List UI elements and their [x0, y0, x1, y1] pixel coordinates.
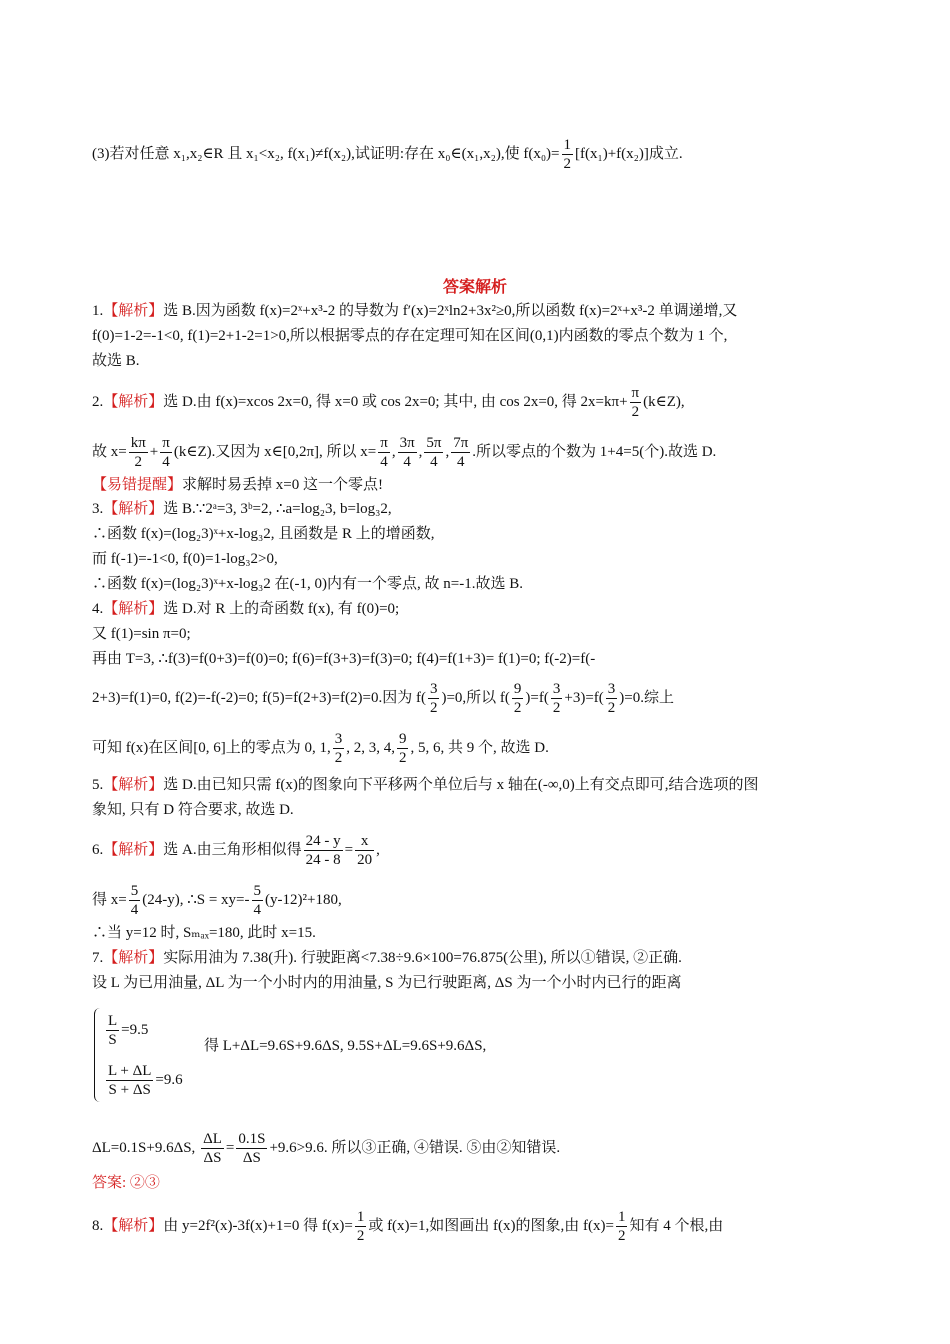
fraction: $\frac{5}{4}$ — [130, 883, 139, 918]
answer-8-line-1: 8.【解析】由 y=2f²(x)-3f(x)+1=0 得 f(x)= $\frac{1}{2}$ 或 f(x)=1,如图画出 f(x)的图象,由 f(x)= $\frac{1}{2}$ 知有 4 个根,由 — [92, 1209, 724, 1244]
answer-6-line-1: 6.【解析】选 A.由三角形相似得 $\frac{24 - y}{24 - 8}$ = $\frac{x}{20}$ , — [92, 833, 380, 868]
answer-5-line-1: 5.【解析】选 D.由已知只需 f(x)的图象向下平移两个单位后与 x 轴在(-∞,0)上有交点即可,结合选项的图 — [92, 777, 759, 793]
analysis-tag: 【解析】 — [103, 950, 164, 966]
fraction: $\frac{L}{S}$ — [108, 1013, 118, 1048]
analysis-tag: 【解析】 — [103, 1217, 164, 1234]
analysis-tag: 【解析】 — [103, 777, 164, 793]
answer-heading: 答案解析 — [442, 277, 507, 296]
equation-system-brace — [94, 1008, 103, 1102]
fraction: $\frac{3}{2}$ — [334, 731, 343, 766]
fraction: $\frac{5}{4}$ — [253, 883, 262, 918]
fraction: $\frac{k\pi}{2}$ — [130, 435, 146, 470]
q3-tail: [f(x₁)+f(x₂)]成立. — [575, 145, 683, 162]
answer-7-line-3: ΔL=0.1S+9.6ΔS, $\frac{\Delta L}{\Delta S}$ = $\frac{0.1S}{\Delta S}$ +9.6>9.6. 所以③正确, ④错误. ⑤由②知错误. — [92, 1131, 561, 1166]
fraction: $\frac{\pi}{4}$ — [162, 435, 170, 470]
answer-7-line-2: 设 L 为已用油量, ΔL 为一个小时内的用油量, S 为已行驶距离, ΔS 为一个小时内已行的距离 — [92, 975, 682, 991]
answer-2-line-2: 故 x= $\frac{k\pi}{2}$ + $\frac{\pi}{4}$ (k∈Z).又因为 x∈[0,2π], 所以 x= $\frac{\pi}{4}$ , $\frac{3\pi}{4}$ , $\frac{5\pi}{4}$ , $\frac{7\pi}{4}$ .所以零点的个数为 1+4=5(个).故选 D. — [92, 435, 717, 470]
answer-4-line-3: 再由 T=3, ∴f(3)=f(0+3)=f(0)=0; f(6)=f(3+3)=f(3)=0; f(4)=f(1+3)= f(1)=0; f(-2)=f(- — [92, 651, 596, 667]
fraction: $\frac{x}{20}$ — [357, 833, 373, 868]
answer-7-line-1: 7.【解析】实际用油为 7.38(升). 行驶距离<7.38÷9.6×100=76.875(公里), 所以①错误, ②正确. — [92, 950, 682, 966]
answer-3-line-2: ∴函数 f(x)=(log₂3)ˣ+x-log₃2, 且函数是 R 上的增函数, — [92, 526, 435, 542]
fraction: $\frac{3}{2}$ — [607, 681, 616, 716]
system-equation-1: $\frac{L}{S}$ =9.5 — [108, 1013, 149, 1048]
system-equation-2: $\frac{L + \Delta L}{S + \Delta S}$ =9.6 — [108, 1063, 183, 1098]
fraction: $\frac{L + \Delta L}{S + \Delta S}$ — [108, 1063, 152, 1098]
answer-1-line-3: 故选 B. — [92, 353, 140, 369]
answer-3-line-1: 3.【解析】选 B.∵2ᵃ=3, 3ᵇ=2, ∴a=log₂3, b=log₃2, — [92, 501, 392, 517]
fraction: $\frac{9}{2}$ — [513, 681, 522, 716]
answer-7-result: 答案: ②③ — [92, 1175, 160, 1191]
fraction: $\frac{\Delta L}{\Delta S}$ — [203, 1131, 222, 1166]
system-result: 得 L+ΔL=9.6S+9.6ΔS, 9.5S+ΔL=9.6S+9.6ΔS, — [204, 1038, 487, 1054]
mistake-reminder: 【易错提醒】求解时易丢掉 x=0 这一个零点! — [92, 477, 383, 493]
answer-4-line-5: 可知 f(x)在区间[0, 6]上的零点为 0, 1, $\frac{3}{2}$ , 2, 3, 4, $\frac{9}{2}$ , 5, 6, 共 9 个, 故选 D. — [92, 731, 549, 766]
answer-6-line-3: ∴当 y=12 时, Sₘₐₓ=180, 此时 x=15. — [92, 925, 316, 941]
fraction: $\frac{3}{2}$ — [552, 681, 561, 716]
fraction: $\frac{\pi}{4}$ — [380, 435, 388, 470]
answer-4-line-4: 2+3)=f(1)=0, f(2)=-f(-2)=0; f(5)=f(2+3)=f(2)=0.因为 f( $\frac{3}{2}$ )=0,所以 f( $\frac{9}{2}$ )=f( $\frac{3}{2}$ +3)=f( $\frac{3}{2}$ )=0.综上 — [92, 681, 674, 716]
answer-1-line-2: f(0)=1-2=-1<0, f(1)=2+1-2=1>0,所以根据零点的存在定理可知在区间(0,1)内函数的零点个数为 1 个, — [92, 328, 728, 344]
analysis-tag: 【解析】 — [103, 601, 164, 617]
answer-3-line-3: 而 f(-1)=-1<0, f(0)=1-log₃2>0, — [92, 551, 278, 567]
answer-6-line-2: 得 x= $\frac{5}{4}$ (24-y), ∴S = xy=- $\frac{5}{4}$ (y-12)²+180, — [92, 883, 342, 918]
fraction: $\frac{1}{2}$ — [356, 1209, 365, 1244]
fraction: $\frac{7\pi}{4}$ — [453, 435, 469, 470]
answer-4-line-1: 4.【解析】选 D.对 R 上的奇函数 f(x), 有 f(0)=0; — [92, 601, 400, 617]
fraction: $\frac{3\pi}{4}$ — [399, 435, 415, 470]
answer-1-line-1: 1.【解析】选 B.因为函数 f(x)=2ˣ+x³-2 的导数为 f′(x)=2ˣln2+3x²≥0,所以函数 f(x)=2ˣ+x³-2 单调递增,又 — [92, 303, 738, 319]
fraction: $\frac{1}{2}$ — [563, 137, 572, 172]
fraction: $\frac{3}{2}$ — [429, 681, 438, 716]
fraction: $\frac{0.1S}{\Delta S}$ — [238, 1131, 266, 1166]
mistake-tag: 【易错提醒】 — [92, 477, 183, 493]
analysis-tag: 【解析】 — [103, 393, 164, 410]
answer-4-line-2: 又 f(1)=sin π=0; — [92, 626, 191, 642]
analysis-tag: 【解析】 — [103, 501, 164, 517]
fraction: $\frac{24 - y}{24 - 8}$ — [305, 833, 341, 868]
question-3 — [92, 136, 862, 173]
answer-2-line-1: 2.【解析】选 D.由 f(x)=xcos 2x=0, 得 x=0 或 cos 2x=0; 其中, 由 cos 2x=0, 得 2x=kπ+ $\frac{\pi}{2}$ (k∈Z), — [92, 385, 685, 420]
q3-text: (3)若对任意 x₁,x₂∈R 且 x₁<x₂, f(x₁)≠f(x₂),试证明:存在 x₀∈(x₁,x₂),使 f(x₀)= — [92, 145, 560, 162]
analysis-tag: 【解析】 — [103, 841, 164, 858]
fraction: $\frac{\pi}{2}$ — [631, 385, 640, 420]
answer-5-line-2: 象知, 只有 D 符合要求, 故选 D. — [92, 802, 294, 818]
fraction: $\frac{5\pi}{4}$ — [426, 435, 442, 470]
fraction: $\frac{9}{2}$ — [398, 731, 407, 766]
analysis-tag: 【解析】 — [103, 303, 164, 319]
fraction: $\frac{1}{2}$ — [617, 1209, 626, 1244]
answer-3-line-4: ∴函数 f(x)=(log₂3)ˣ+x-log₃2 在(-1, 0)内有一个零点, 故 n=-1.故选 B. — [92, 576, 523, 592]
